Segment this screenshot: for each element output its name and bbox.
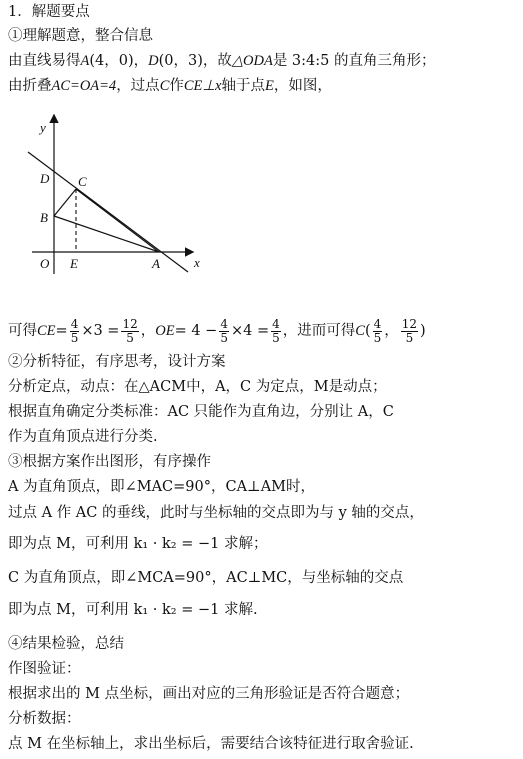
step3-line3: 即为点 M，可利用 k₁ · k₂ = −1 求解；	[8, 536, 268, 552]
point-c: C	[159, 78, 170, 94]
step3-line2: 过点 A 作 AC 的垂线，此时与坐标轴的交点即为与 y 轴的交点，	[8, 505, 424, 521]
times-3: ×3 =	[81, 323, 120, 339]
segment-ba	[54, 216, 159, 252]
step4-title: ④结果检验，总结	[8, 636, 124, 652]
step1-line1	[8, 51, 436, 71]
step1-title: ①理解题意，整合信息	[8, 28, 153, 44]
text: 由直线易得	[8, 53, 81, 69]
triangle-oda: △ODA	[231, 53, 273, 69]
result-line	[8, 316, 426, 346]
paren: (	[364, 323, 371, 339]
text: 由折叠	[8, 78, 52, 94]
ce: CE	[37, 323, 56, 339]
segment-bc	[54, 189, 76, 216]
line-da	[28, 152, 188, 272]
paren: )	[420, 323, 426, 339]
text: 是 3:4:5 的直角三角形；	[272, 53, 436, 69]
step4-line4: 点 M 在坐标轴上，求出坐标后，需要结合该特征进行取舍验证.	[8, 736, 414, 752]
step2-line3: 作为直角顶点进行分类.	[8, 429, 158, 445]
geometry-figure	[20, 112, 220, 282]
coord-a: (4，0)，	[89, 53, 149, 69]
label-y: y	[40, 120, 46, 135]
step3-line5: 即为点 M，可利用 k₁ · k₂ = −1 求解.	[8, 602, 258, 618]
step4-line2: 根据求出的 M 点坐标，画出对应的三角形验证是否符合题意；	[8, 686, 410, 702]
fraction-12-5: $\frac{12}{5}$	[401, 316, 418, 345]
step2-title: ②分析特征，有序思考，设计方案	[8, 354, 226, 370]
step3-title: ③根据方案作出图形，有序操作	[8, 454, 211, 470]
text: ，如图，	[273, 78, 332, 94]
step3-line4: C 为直角顶点，即∠MCA=90°，AC⊥MC，与坐标轴的交点	[8, 570, 404, 586]
fraction-12-5: $\frac{12}{5}$	[122, 316, 138, 345]
text: 作	[169, 78, 184, 94]
point-d: D	[148, 53, 159, 69]
fraction-4-5: $\frac{4}{5}$	[220, 316, 228, 345]
step2-line1: 分析定点，动点：在△ACM中，A，C 为定点，M是动点；	[8, 379, 387, 395]
text: ，进而可得	[282, 323, 356, 339]
fraction-4-5: $\frac{4}{5}$	[272, 316, 280, 345]
coord-d: (0，3)，故	[158, 53, 232, 69]
point-e: E	[264, 78, 274, 94]
label-e: E	[70, 256, 78, 271]
comma: ，	[384, 323, 399, 339]
fraction-4-5: $\frac{4}{5}$	[373, 316, 382, 345]
oe: OE	[155, 323, 175, 339]
eq: =	[55, 323, 68, 339]
step4-line1: 作图验证：	[8, 661, 81, 677]
label-o: O	[40, 256, 50, 271]
step1-line2	[8, 76, 332, 96]
times-4: ×4 =	[230, 323, 270, 339]
text: ，过点	[116, 78, 160, 94]
heading: 1．解题要点	[8, 4, 90, 20]
label-a: A	[152, 256, 160, 271]
step2-line2: 根据直角确定分类标准：AC 只能作为直角边，分别让 A，C	[8, 404, 394, 420]
perp: CE⊥x	[183, 78, 222, 94]
equation: AC=OA=4	[51, 78, 117, 94]
label-c: C	[78, 174, 87, 189]
step4-line3: 分析数据：	[8, 711, 81, 727]
fraction-4-5: $\frac{4}{5}$	[70, 316, 79, 345]
label-b: B	[40, 210, 48, 225]
text: 可得	[8, 323, 37, 339]
eq: = 4 −	[174, 323, 218, 339]
label-x: x	[194, 255, 200, 270]
segment-ca	[76, 189, 159, 252]
sep: ，	[140, 323, 156, 339]
text: 轴于点	[221, 78, 265, 94]
point-a: A	[80, 53, 90, 69]
label-d: D	[40, 171, 50, 186]
point-c: C	[355, 323, 365, 339]
step3-line1: A 为直角顶点，即∠MAC=90°，CA⊥AM时，	[8, 479, 316, 495]
